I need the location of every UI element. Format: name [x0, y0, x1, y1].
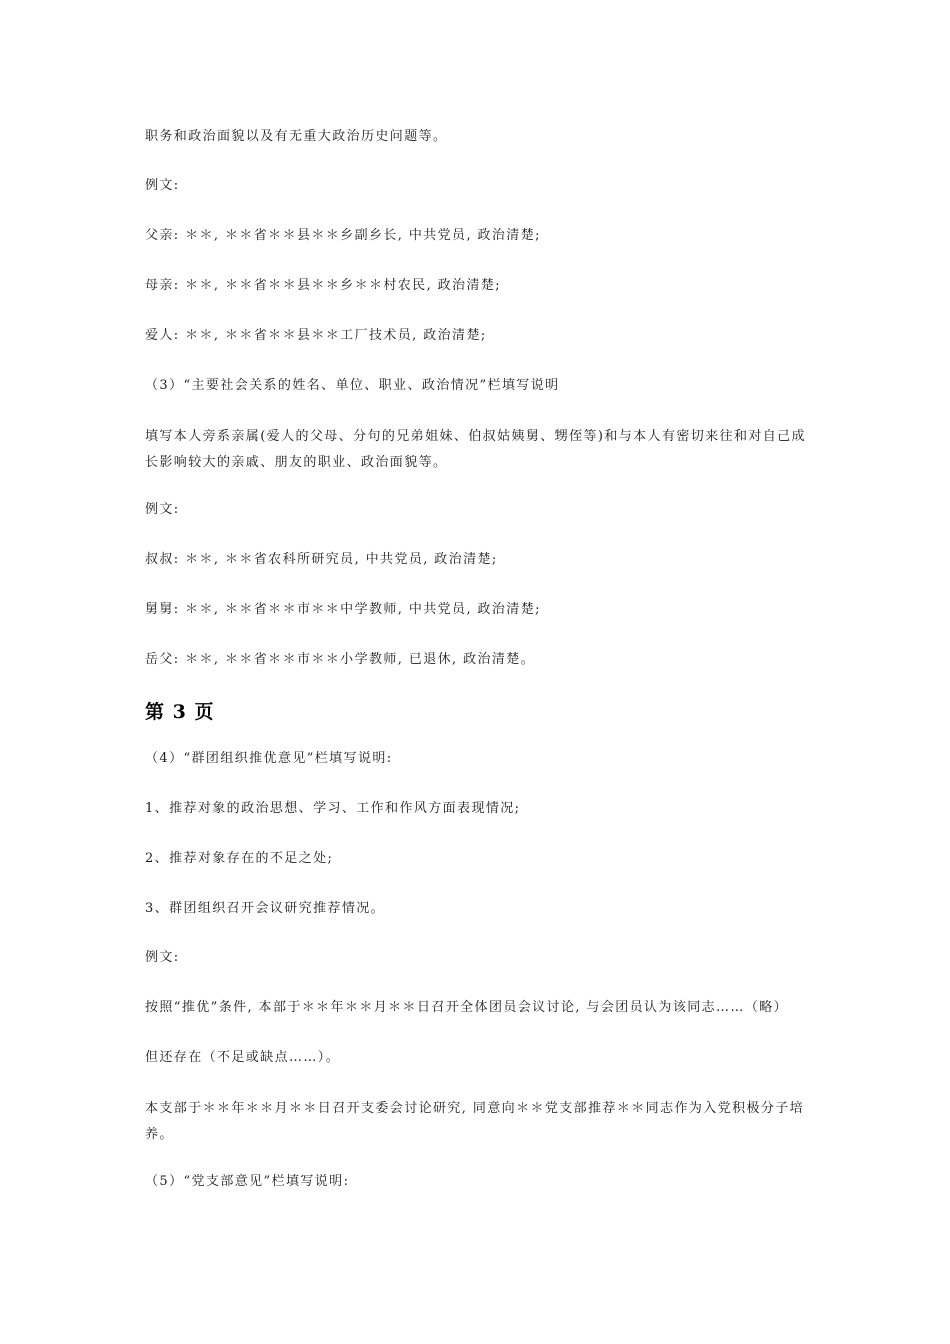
- paragraph-line: 按照“推优”条件, 本部于＊＊年＊＊月＊＊日召开全体团员会议讨论, 与会团员认为该同志……（略）: [145, 1000, 789, 1015]
- list-item: 3、群团组织召开会议研究推荐情况。: [145, 901, 386, 916]
- paragraph-block: 填写本人旁系亲属(爱人的父母、分句的兄弟姐妹、伯叔姑姨舅、甥侄等)和与本人有密切来往和对自己成长影响较大的亲戚、朋友的职业、政治面貌等。: [145, 429, 806, 470]
- paragraph-line: 母亲: ＊＊, ＊＊省＊＊县＊＊乡＊＊村农民, 政治清楚;: [145, 278, 502, 293]
- section-subheading: （5）“党支部意见”栏填写说明:: [145, 1174, 350, 1189]
- example-label: 例文:: [145, 178, 180, 193]
- paragraph-line: 父亲: ＊＊, ＊＊省＊＊县＊＊乡副乡长, 中共党员, 政治清楚;: [145, 228, 541, 243]
- section-subheading: （4）“群团组织推优意见”栏填写说明:: [145, 751, 393, 766]
- paragraph-line: 爱人: ＊＊, ＊＊省＊＊县＊＊工厂技术员, 政治清楚;: [145, 328, 487, 343]
- paragraph-line: 职务和政治面貌以及有无重大政治历史问题等。: [145, 129, 448, 144]
- example-label: 例文:: [145, 502, 180, 517]
- paragraph-line: 岳父: ＊＊, ＊＊省＊＊市＊＊小学教师, 已退休, 政治清楚。: [145, 652, 536, 667]
- section-subheading: （3）“主要社会关系的姓名、单位、职业、政治情况”栏填写说明: [145, 378, 560, 393]
- list-item: 1、推荐对象的政治思想、学习、工作和作风方面表现情况;: [145, 801, 521, 816]
- paragraph-line: 叔叔: ＊＊, ＊＊省农科所研究员, 中共党员, 政治清楚;: [145, 552, 498, 567]
- paragraph-line: 但还存在（不足或缺点……）。: [145, 1050, 341, 1065]
- page-heading: 第 3 页: [145, 701, 215, 723]
- paragraph-line: 舅舅: ＊＊, ＊＊省＊＊市＊＊中学教师, 中共党员, 政治清楚;: [145, 602, 541, 617]
- example-label: 例文:: [145, 950, 180, 965]
- list-item: 2、推荐对象存在的不足之处;: [145, 851, 334, 866]
- paragraph-block: 本支部于＊＊年＊＊月＊＊日召开支委会讨论研究, 同意向＊＊党支部推荐＊＊同志作为入党积极分子培养。: [145, 1101, 805, 1142]
